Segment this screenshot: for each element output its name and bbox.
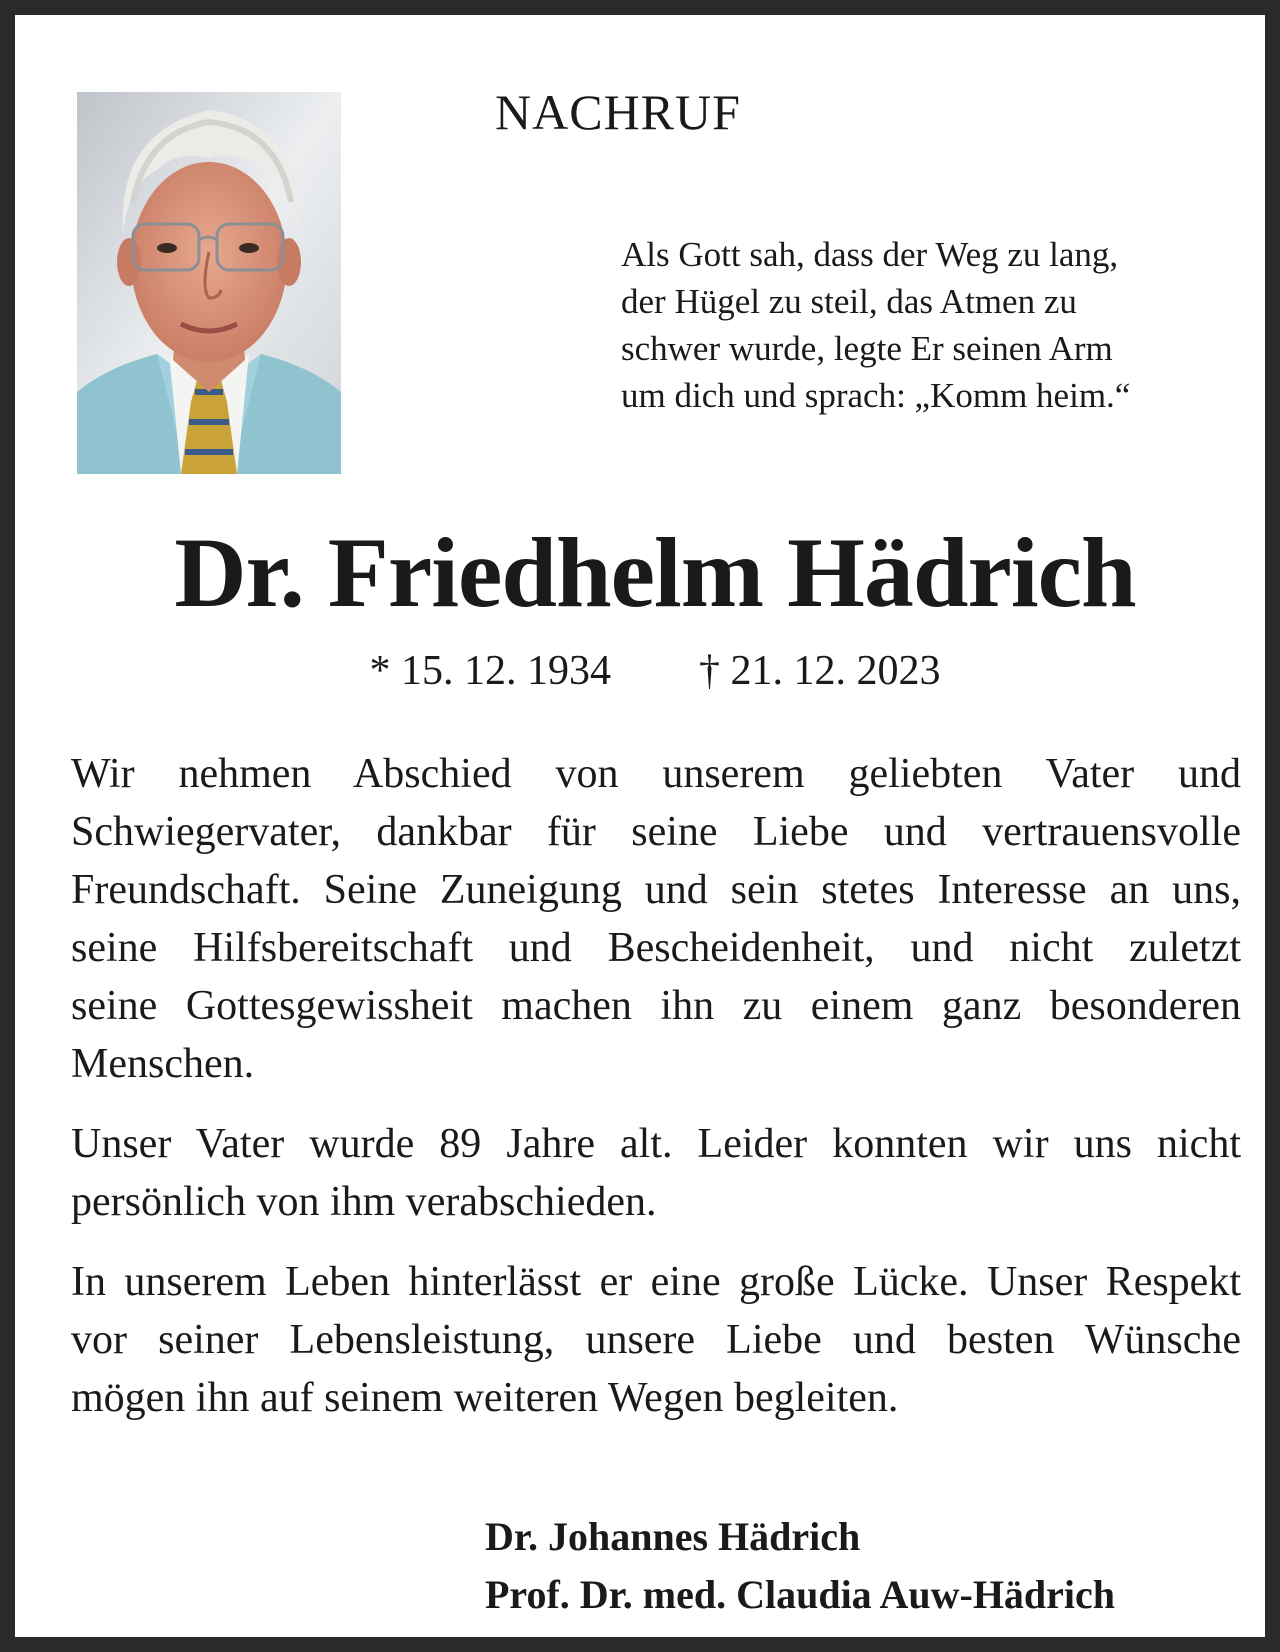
death-date: † 21. 12. 2023: [699, 648, 941, 694]
verse-line: der Hügel zu steil, das Atmen zu: [621, 282, 1077, 321]
birth-date: * 15. 12. 1934: [369, 648, 611, 694]
paragraph: [71, 1115, 1241, 1231]
paragraph: [71, 1253, 1241, 1427]
paragraph: [71, 745, 1241, 1093]
deceased-name: Dr. Friedhelm Hädrich: [174, 517, 1136, 628]
text-line: vor seiner Lebensleistung, unsere Liebe und besten Wünsche: [71, 1317, 1241, 1363]
heading-nachruf: NACHRUF: [495, 84, 741, 140]
verse: [621, 231, 1181, 419]
obituary-text: [71, 745, 1241, 1449]
text-line: Wir nehmen Abschied von unserem geliebten Vater und: [71, 751, 1241, 797]
text-line: seine Hilfsbereitschaft und Bescheidenheit, und nicht zuletzt: [71, 925, 1241, 971]
verse-line: Als Gott sah, dass der Weg zu lang,: [621, 235, 1119, 274]
verse-line: schwer wurde, legte Er seinen Arm: [621, 329, 1113, 368]
portrait-illustration: [77, 92, 341, 474]
signature-name: Prof. Dr. med. Claudia Auw-Hädrich: [485, 1572, 1116, 1617]
verse-line: um dich und sprach: „Komm heim.“: [621, 376, 1131, 415]
text-line: Unser Vater wurde 89 Jahre alt. Leider konnten wir uns nicht: [71, 1121, 1241, 1167]
text-line: In unserem Leben hinterlässt er eine große Lücke. Unser Respekt: [71, 1259, 1241, 1305]
life-dates: [15, 647, 1280, 695]
signatures: [485, 1508, 1245, 1624]
portrait-photo: [77, 92, 341, 474]
text-line: Schwiegervater, dankbar für seine Liebe und vertrauensvolle: [71, 809, 1241, 855]
text-line: persönlich von ihm verabschieden.: [71, 1179, 657, 1225]
text-line: seine Gottesgewissheit machen ihn zu einem ganz besonderen: [71, 983, 1241, 1029]
text-line: Menschen.: [71, 1041, 255, 1087]
text-line: mögen ihn auf seinem weiteren Wegen begleiten.: [71, 1375, 899, 1421]
signature-name: Dr. Johannes Hädrich: [485, 1514, 861, 1559]
text-line: Freundschaft. Seine Zuneigung und sein stetes Interesse an uns,: [71, 867, 1241, 913]
